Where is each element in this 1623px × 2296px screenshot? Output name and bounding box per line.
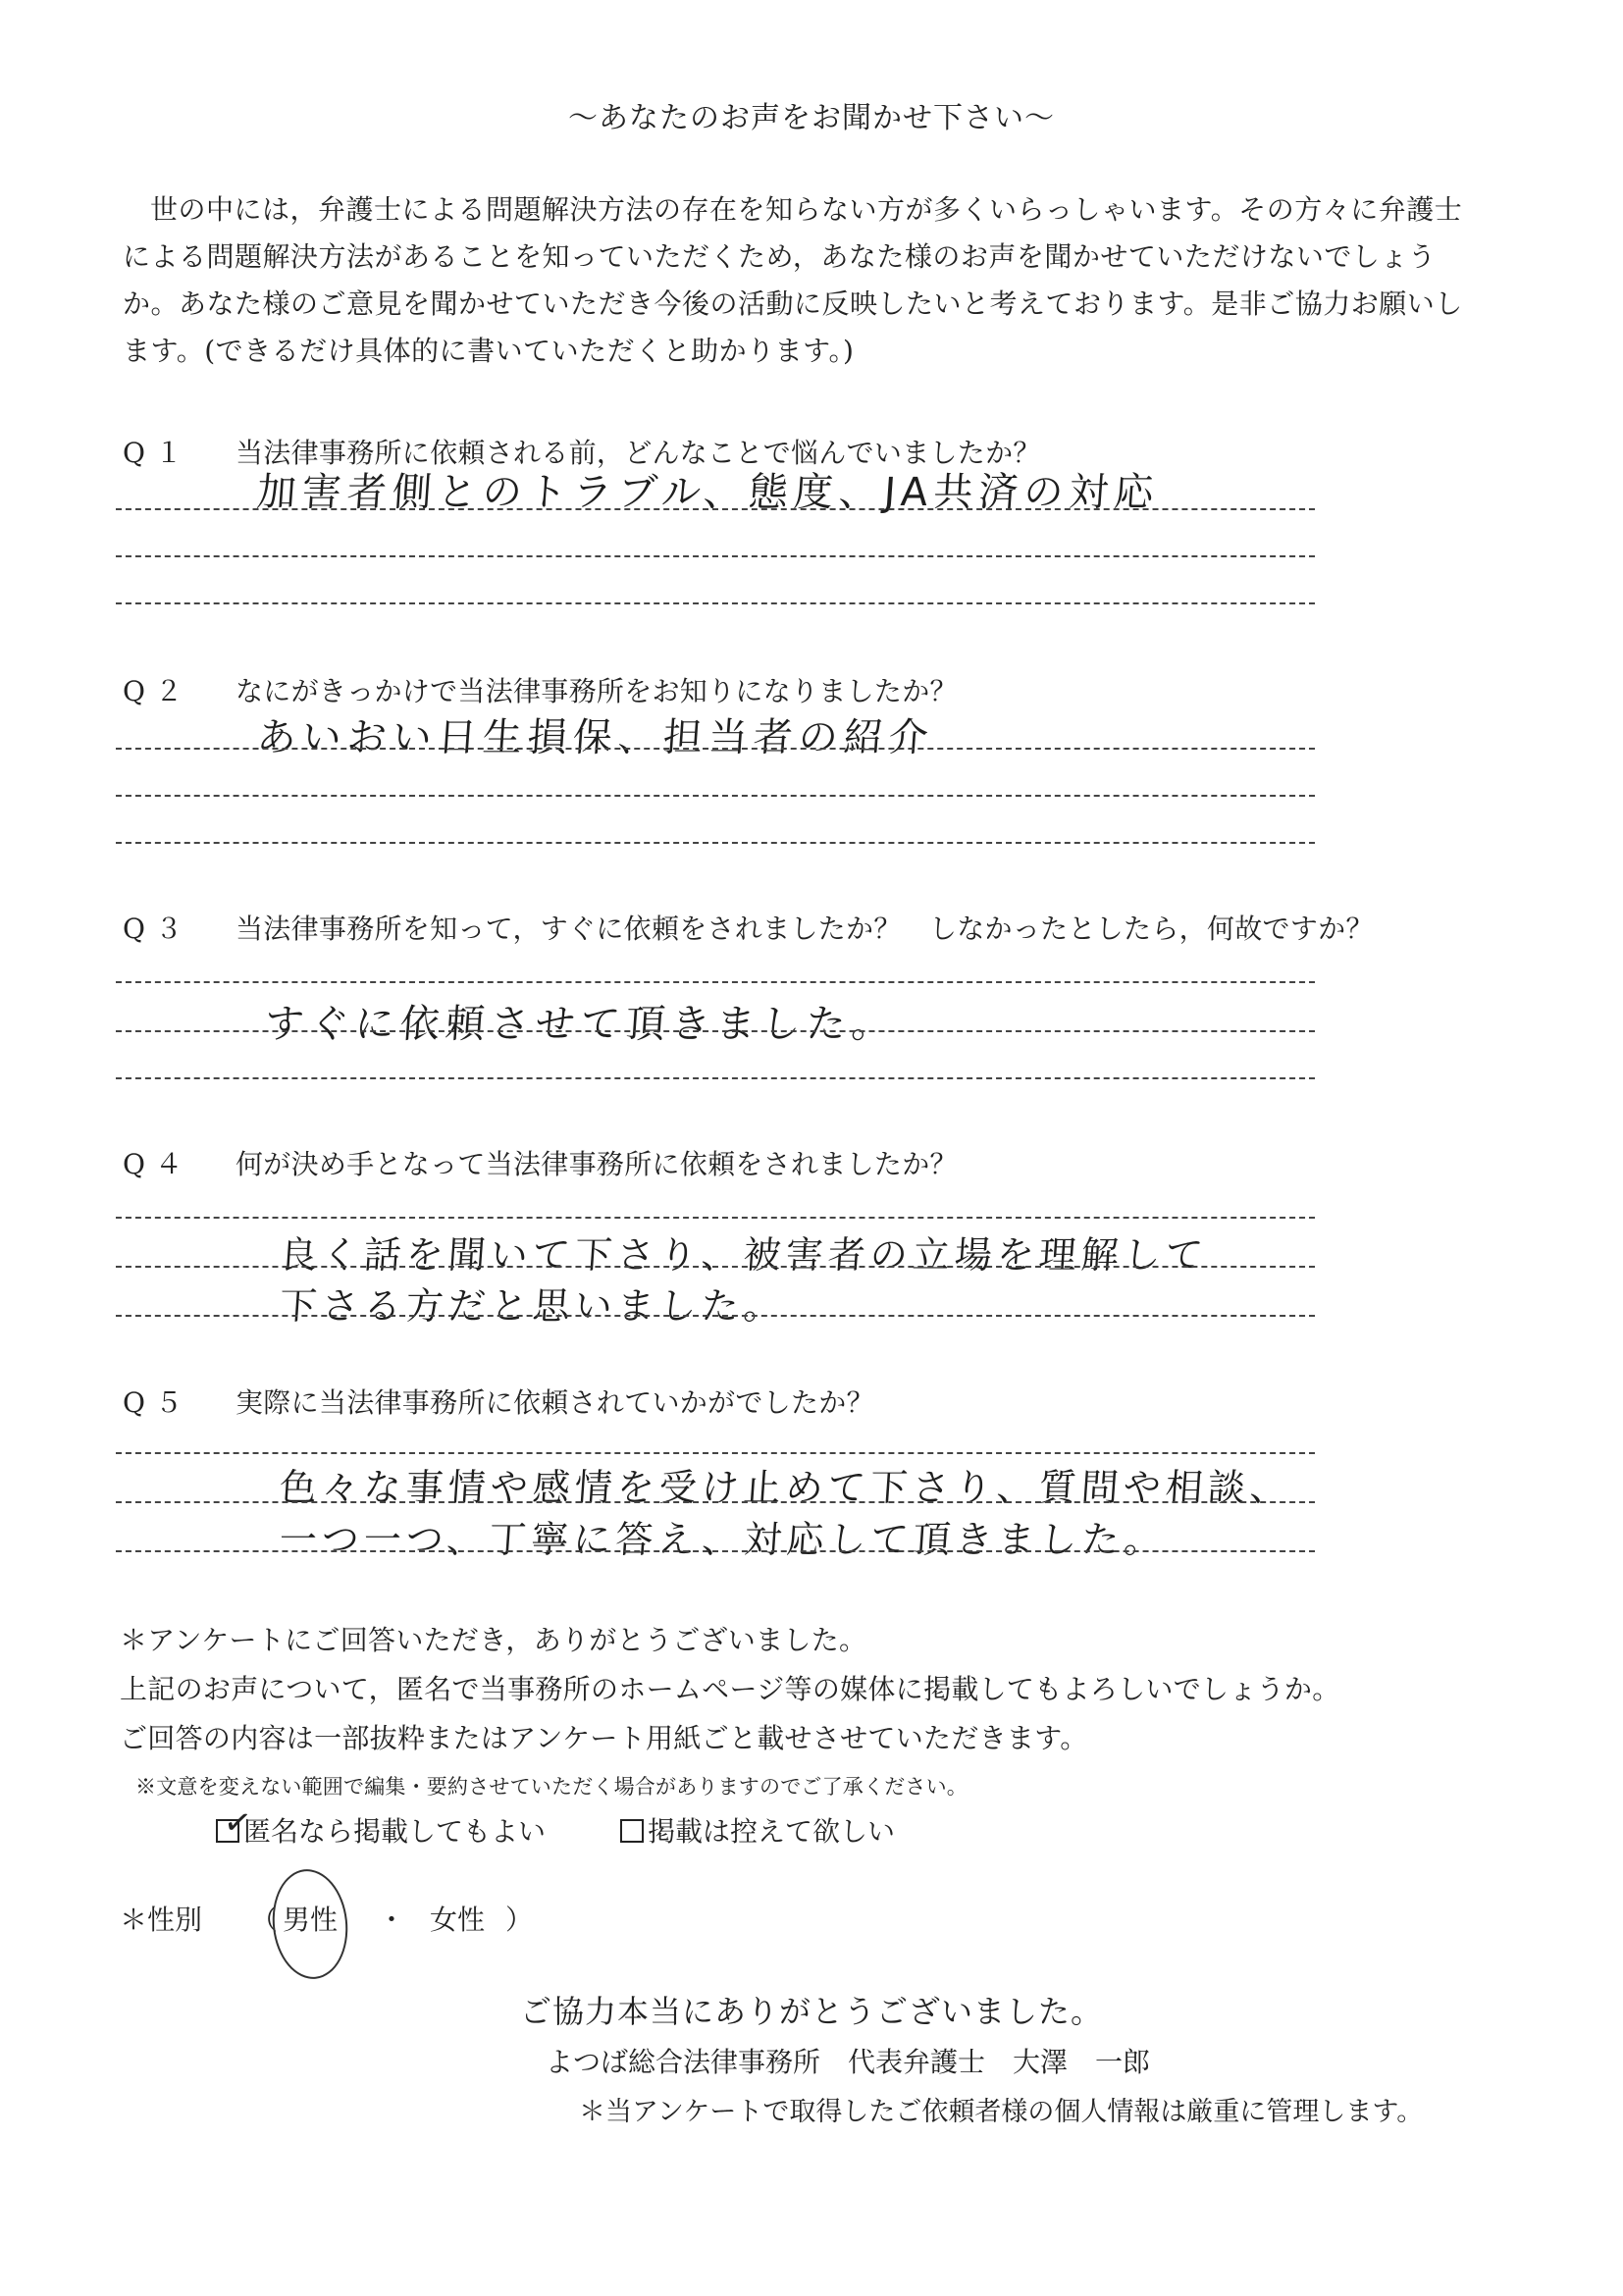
privacy-note: ＊当アンケートで取得したご依頼者様の個人情報は厳重に管理します。	[579, 2097, 1424, 2127]
answer-line-q4-3	[116, 1315, 1315, 1317]
answer-line-q5-1	[116, 1452, 1315, 1454]
option-decline[interactable]	[620, 1810, 895, 1850]
answer-q5-line1: 色々な事情や感情を受け止めて下さり、質問や相談、	[278, 1466, 1294, 1509]
answer-q2-line1: あいおい日生損保、担当者の紹介	[255, 715, 936, 760]
answer-q3-line1: すぐに依頼させて頂きました。	[263, 1002, 899, 1047]
answer-line-q4-1	[116, 1217, 1315, 1219]
answer-q4-line1: 良く話を聞いて下さり、被害者の立場を理解して	[278, 1233, 1210, 1277]
question-number-q4: Q４	[123, 1148, 192, 1180]
answer-line-q4-2	[116, 1266, 1315, 1268]
answer-line-q5-3	[116, 1550, 1315, 1552]
intro-line: か。あなた様のご意見を聞かせていただき今後の活動に反映したいと考えております。是非ご協力お願いし	[123, 287, 1463, 320]
gender-separator: ・	[378, 1904, 406, 1936]
answer-line-q2-2	[116, 795, 1315, 797]
gender-option-male[interactable]: 男性	[283, 1904, 339, 1936]
check-mark-icon: ✓	[221, 1801, 255, 1845]
edit-note: ※文意を変えない範囲で編集・要約させていただく場合がありますのでご了承ください。	[135, 1775, 968, 1799]
answer-line-q3-2	[116, 1030, 1315, 1032]
page-title: ～あなたのお声をお聞かせ下さい～	[568, 101, 1055, 135]
gender-label: ＊性別	[120, 1904, 203, 1936]
answer-line-q3-1	[116, 981, 1315, 983]
question-number-q3: Q３	[123, 913, 192, 945]
closing-signature: よつば総合法律事務所 代表弁護士 大澤 一郎	[546, 2046, 1151, 2078]
question-number-q1: Q１	[123, 437, 192, 469]
answer-line-q3-3	[116, 1077, 1315, 1079]
answer-line-q1-1	[116, 508, 1315, 510]
question-text-q1: 当法律事務所に依頼される前，どんなことで悩んでいましたか？	[236, 437, 1041, 469]
intro-line: による問題解決方法があることを知っていただくため，あなた様のお声を聞かせていただけないでしょう	[123, 240, 1437, 273]
answer-line-q2-3	[116, 842, 1315, 844]
selection-circle	[267, 1865, 352, 1982]
answer-line-q1-3	[116, 602, 1315, 604]
gender-close-paren: ）	[505, 1904, 534, 1936]
answer-q1-line1: 加害者側とのトラブル、態度、JA共済の対応	[255, 470, 1162, 515]
question-number-q5: Q５	[123, 1386, 192, 1419]
decline-checkbox[interactable]	[620, 1819, 644, 1843]
option-decline-label: 掲載は控えて欲しい	[648, 1815, 896, 1848]
answer-line-q5-2	[116, 1501, 1315, 1503]
option-anonymous-ok[interactable]	[216, 1801, 547, 1850]
publish-detail: ご回答の内容は一部抜粋またはアンケート用紙ごと載せさせていただきます。	[120, 1722, 1088, 1754]
answer-line-q1-2	[116, 555, 1315, 557]
answer-q4-line2: 下さる方だと思いました。	[278, 1284, 788, 1328]
intro-paragraph	[123, 186, 1496, 375]
anonymous-ok-checkbox[interactable]	[216, 1801, 255, 1845]
question-text-q5: 実際に当法律事務所に依頼されていかがでしたか？	[236, 1386, 874, 1419]
intro-line: 世の中には，弁護士による問題解決方法の存在を知らない方が多くいらっしゃいます。その方々に弁護士	[150, 193, 1463, 226]
question-number-q2: Q２	[123, 675, 192, 707]
gender-option-female[interactable]: 女性	[430, 1904, 486, 1936]
publish-question: 上記のお声について，匿名で当事務所のホームページ等の媒体に掲載してもよろしいでしょうか。	[120, 1673, 1340, 1705]
answer-q5-line2: 一つ一つ、丁寧に答え、対応して頂きました。	[278, 1518, 1169, 1561]
question-text-q4: 何が決め手となって当法律事務所に依頼をされましたか？	[236, 1148, 958, 1180]
question-text-q2: なにがきっかけで当法律事務所をお知りになりましたか？	[236, 675, 958, 707]
answer-line-q2-1	[116, 748, 1315, 750]
gender-open-paren: （	[250, 1904, 279, 1936]
question-text-q3: 当法律事務所を知って，すぐに依頼をされましたか？ しなかったとしたら，何故ですか？	[236, 913, 1374, 945]
closing-thanks: ご協力本当にありがとうございました。	[519, 1993, 1103, 2030]
intro-line: ます。(できるだけ具体的に書いていただくと助かります。)	[123, 335, 855, 367]
option-anonymous-ok-label: 匿名なら掲載してもよい	[243, 1815, 547, 1848]
thanks-note: ＊アンケートにご回答いただき，ありがとうございました。	[120, 1624, 867, 1656]
